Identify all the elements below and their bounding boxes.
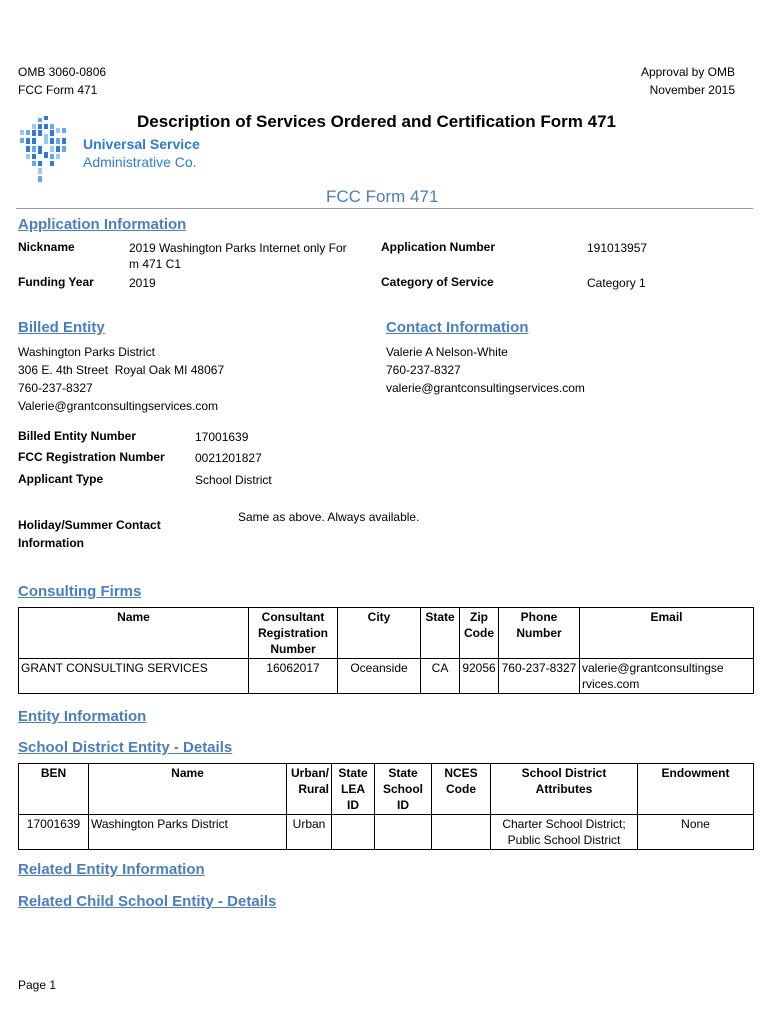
billed-entity-number-value: 17001639 [195,430,249,444]
col-ben: BEN [40,766,67,780]
holiday-label-line1: Holiday/Summer Contact [18,518,161,532]
col-phone-line1: Phone [520,610,558,624]
applicant-type-value: School District [195,473,272,487]
entity-name: Washington Parks District [91,817,228,831]
consultant-email-line2: rvices.com [582,677,640,691]
contact-email: valerie@grantconsultingservices.com [386,381,585,395]
col-school-line3: ID [397,798,409,812]
logo-line-2: Administrative Co. [83,154,197,170]
approval-date: November 2015 [649,83,735,97]
entity-attr-line1: Charter School District; [502,817,626,831]
col-lea-line1: State [338,766,368,780]
app-number-value: 191013957 [587,241,648,255]
usac-logo-mark [16,116,76,186]
holiday-value: Same as above. Always available. [238,510,420,524]
col-email: Email [650,610,683,624]
form-heading: FCC Form 471 [326,187,439,206]
consulting-firms-table [18,607,754,694]
consultant-state: CA [431,661,449,675]
entity-urban: Urban [292,817,326,831]
category-label: Category of Service [381,275,494,289]
consultant-phone: 760-237-8327 [501,661,577,675]
school-district-table [18,763,754,850]
col-attr-line2: Attributes [535,782,593,796]
col-zip-line2: Code [464,626,494,640]
contact-name: Valerie A Nelson-White [386,345,508,359]
contact-info-title: Contact Information [386,319,529,336]
contact-phone: 760-237-8327 [386,363,461,377]
consultant-email-line1: valerie@grantconsultingse [582,661,724,675]
consulting-firms-title: Consulting Firms [18,583,142,600]
related-child-details-title: Related Child School Entity - Details [18,893,277,910]
related-entity-title: Related Entity Information [18,861,205,878]
funding-year-label: Funding Year [18,275,94,289]
billed-entity-title: Billed Entity [18,319,105,336]
nickname-label: Nickname [18,240,75,254]
col-state: State [425,610,455,624]
applicant-type-label: Applicant Type [18,472,104,486]
school-district-details-title: School District Entity - Details [18,739,233,756]
form-label: FCC Form 471 [18,83,98,97]
col-reg-line2: Registration [257,626,328,640]
usac-logo [16,116,216,186]
col-lea-line2: LEA ID [341,782,365,812]
col-name: Name [117,610,150,624]
col-urban-line1: Urban/ [290,766,329,780]
col-school-line1: State [388,766,418,780]
billed-entity-line4: Valerie@grantconsultingservices.com [18,399,219,413]
table-header-row [19,764,754,815]
entity-info-title: Entity Information [18,708,147,725]
category-value: Category 1 [587,276,646,290]
billed-entity-line2: 306 E. 4th Street Royal Oak MI 48067 [18,363,225,377]
entity-attr-line2: Public School District [507,833,621,847]
consultant-name: GRANT CONSULTING SERVICES [21,661,208,675]
application-info-title: Application Information [18,216,187,233]
col-endowment: Endowment [661,766,730,780]
billed-entity-line1: Washington Parks District [18,345,155,359]
omb-number: OMB 3060-0806 [18,65,107,79]
col-entity-name: Name [171,766,204,780]
col-school-line2: School [382,782,423,796]
app-number-label: Application Number [381,240,496,254]
logo-line-1: Universal Service [83,136,200,152]
consultant-city: Oceanside [350,661,408,675]
col-phone-line2: Number [516,626,562,640]
fcc-reg-label: FCC Registration Number [18,450,165,464]
billed-entity-number-label: Billed Entity Number [18,429,137,443]
nickname-value-line2: m 471 C1 [129,257,182,271]
col-attr-line1: School District [521,766,607,780]
page-number: Page 1 [18,978,57,992]
billed-entity-line3: 760-237-8327 [18,381,93,395]
col-reg-line3: Number [270,642,316,656]
holiday-label-line2: Information [18,536,84,550]
entity-ben: 17001639 [26,817,81,831]
nickname-value-line1: 2019 Washington Parks Internet only For [129,241,347,255]
consultant-zip: 92056 [462,661,496,675]
funding-year-value: 2019 [129,276,156,290]
table-row [19,815,754,850]
col-city: City [367,610,391,624]
fcc-reg-value: 0021201827 [195,451,262,465]
col-nces-line2: Code [446,782,476,796]
table-row [19,659,754,694]
col-zip-line1: Zip [470,610,488,624]
col-nces-line1: NCES [444,766,478,780]
approval-label: Approval by OMB [640,65,735,79]
table-header-row [19,608,754,659]
header-divider [16,208,753,209]
col-reg-line1: Consultant [261,610,325,624]
col-urban-line2: Rural [298,782,329,796]
page-title: Description of Services Ordered and Certification Form 471 [137,112,616,131]
entity-endowment: None [681,817,710,831]
consultant-reg: 16062017 [266,661,320,675]
